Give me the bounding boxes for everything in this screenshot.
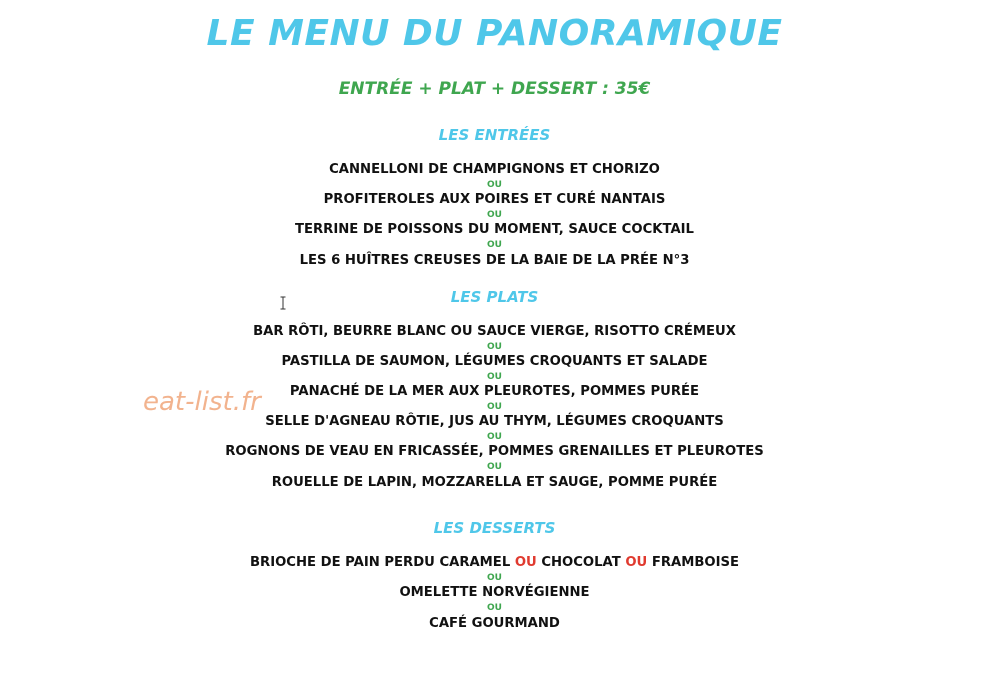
separator-or: OU [487, 603, 502, 613]
dish-entree-4: LES 6 HUÎTRES CREUSES DE LA BAIE DE LA PRÉE N°3 [299, 253, 690, 268]
inline-or: OU [514, 555, 537, 570]
dessert-1-part3: FRAMBOISE [651, 555, 740, 570]
dish-entree-2: PROFITEROLES AUX POIRES ET CURÉ NANTAIS [323, 192, 666, 207]
dish-plat-2: PASTILLA DE SAUMON, LÉGUMES CROQUANTS ET SALADE [281, 354, 708, 369]
dish-plat-3: PANACHÉ DE LA MER AUX PLEUROTES, POMMES PURÉE [289, 384, 700, 399]
inline-or: OU [625, 555, 648, 570]
section-title-plats: LES PLATS [450, 288, 539, 306]
dish-plat-6: ROUELLE DE LAPIN, MOZZARELLA ET SAUGE, POMME PURÉE [271, 475, 718, 490]
separator-or: OU [487, 180, 502, 190]
dish-dessert-1 [0, 554, 989, 572]
dish-plat-4: SELLE D'AGNEAU RÔTIE, JUS AU THYM, LÉGUMES CROQUANTS [265, 414, 724, 429]
watermark: eat-list.fr [143, 387, 261, 417]
separator-or: OU [487, 342, 502, 352]
menu-formula: ENTRÉE + PLAT + DESSERT : 35€ [338, 79, 651, 99]
dessert-1-part2: CHOCOLAT [541, 555, 621, 570]
separator-or: OU [487, 573, 502, 583]
section-title-desserts: LES DESSERTS [433, 519, 556, 537]
dish-dessert-3: CAFÉ GOURMAND [429, 616, 560, 631]
section-title-entrees: LES ENTRÉES [438, 126, 551, 144]
separator-or: OU [487, 210, 502, 220]
dish-entree-1: CANNELLONI DE CHAMPIGNONS ET CHORIZO [329, 162, 660, 177]
separator-or: OU [487, 402, 502, 412]
separator-or: OU [487, 372, 502, 382]
separator-or: OU [487, 462, 502, 472]
separator-or: OU [487, 432, 502, 442]
dish-dessert-2: OMELETTE NORVÉGIENNE [399, 585, 590, 600]
dessert-1-part1: BRIOCHE DE PAIN PERDU CARAMEL [249, 555, 511, 570]
menu-title: LE MENU DU PANORAMIQUE [206, 13, 783, 54]
dish-plat-5: ROGNONS DE VEAU EN FRICASSÉE, POMMES GRENAILLES ET PLEUROTES [225, 444, 764, 459]
dish-plat-1: BAR RÔTI, BEURRE BLANC OU SAUCE VIERGE, RISOTTO CRÉMEUX [253, 324, 736, 339]
dish-entree-3: TERRINE DE POISSONS DU MOMENT, SAUCE COCKTAIL [295, 222, 694, 237]
text-cursor-icon [280, 296, 286, 310]
separator-or: OU [487, 240, 502, 250]
